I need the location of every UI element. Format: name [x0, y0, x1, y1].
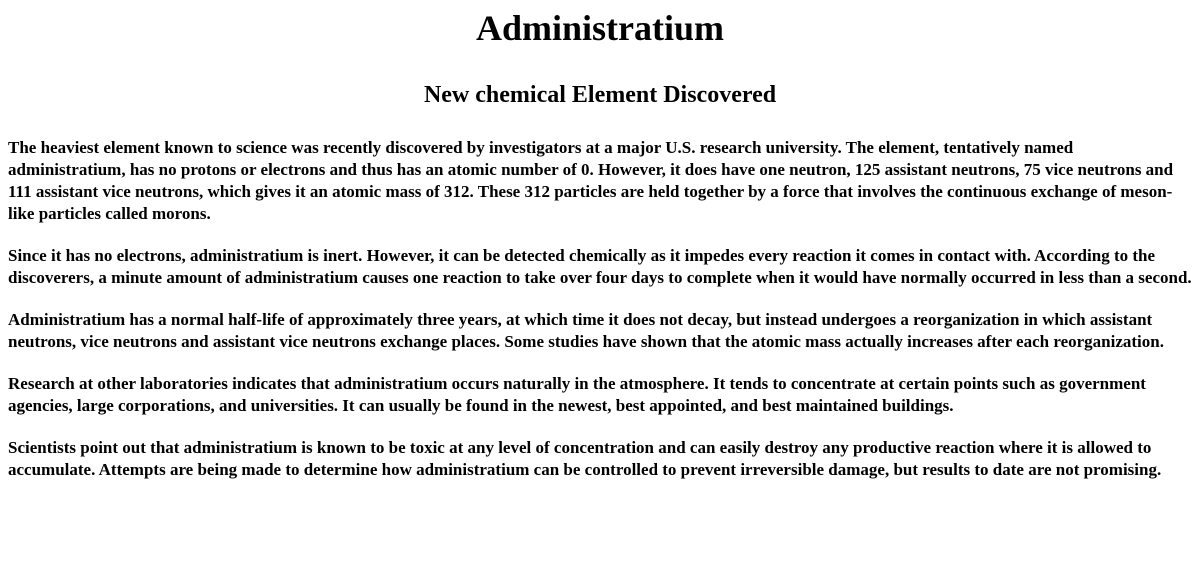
paragraph-3: Administratium has a normal half-life of approximately three years, at which time it does not decay, but instead undergoes a reorganization in which assistant neutrons, vice neutrons and assistant vice neutrons exchange places. Some studies have shown that the atomic mass actually increases after each reorganization.	[8, 310, 1164, 351]
paragraph-1: The heaviest element known to science was recently discovered by investigators at a major U.S. research university. The element, tentatively named administratium, has no protons or electrons and thus has an atomic number of 0. However, it does have one neutron, 125 assistant neutrons, 75 vice neutrons and 111 assistant vice neutrons, which gives it an atomic mass of 312. These 312 particles are held together by a force that involves the continuous exchange of meson-like particles called morons.	[8, 138, 1174, 223]
page-title: Administratium	[475, 8, 724, 48]
page-subtitle: New chemical Element Discovered	[423, 82, 777, 108]
paragraph-4: Research at other laboratories indicates that administratium occurs naturally in the atmosphere. It tends to concentrate at certain points such as government agencies, large corporations, and universities. It can usually be found in the newest, best appointed, and best maintained buildings.	[8, 374, 1146, 415]
article-body	[8, 137, 1192, 481]
paragraph-2: Since it has no electrons, administratium is inert. However, it can be detected chemically as it impedes every reaction it comes in contact with. According to the discoverers, a minute amount of administratium causes one reaction to take over four days to complete when it would have normally occurred in less than a second.	[8, 246, 1192, 287]
paragraph-5: Scientists point out that administratium is known to be toxic at any level of concentration and can easily destroy any productive reaction where it is allowed to accumulate. Attempts are being made to determine how administratium can be controlled to prevent irreversible damage, but results to date are not promising.	[8, 438, 1162, 479]
